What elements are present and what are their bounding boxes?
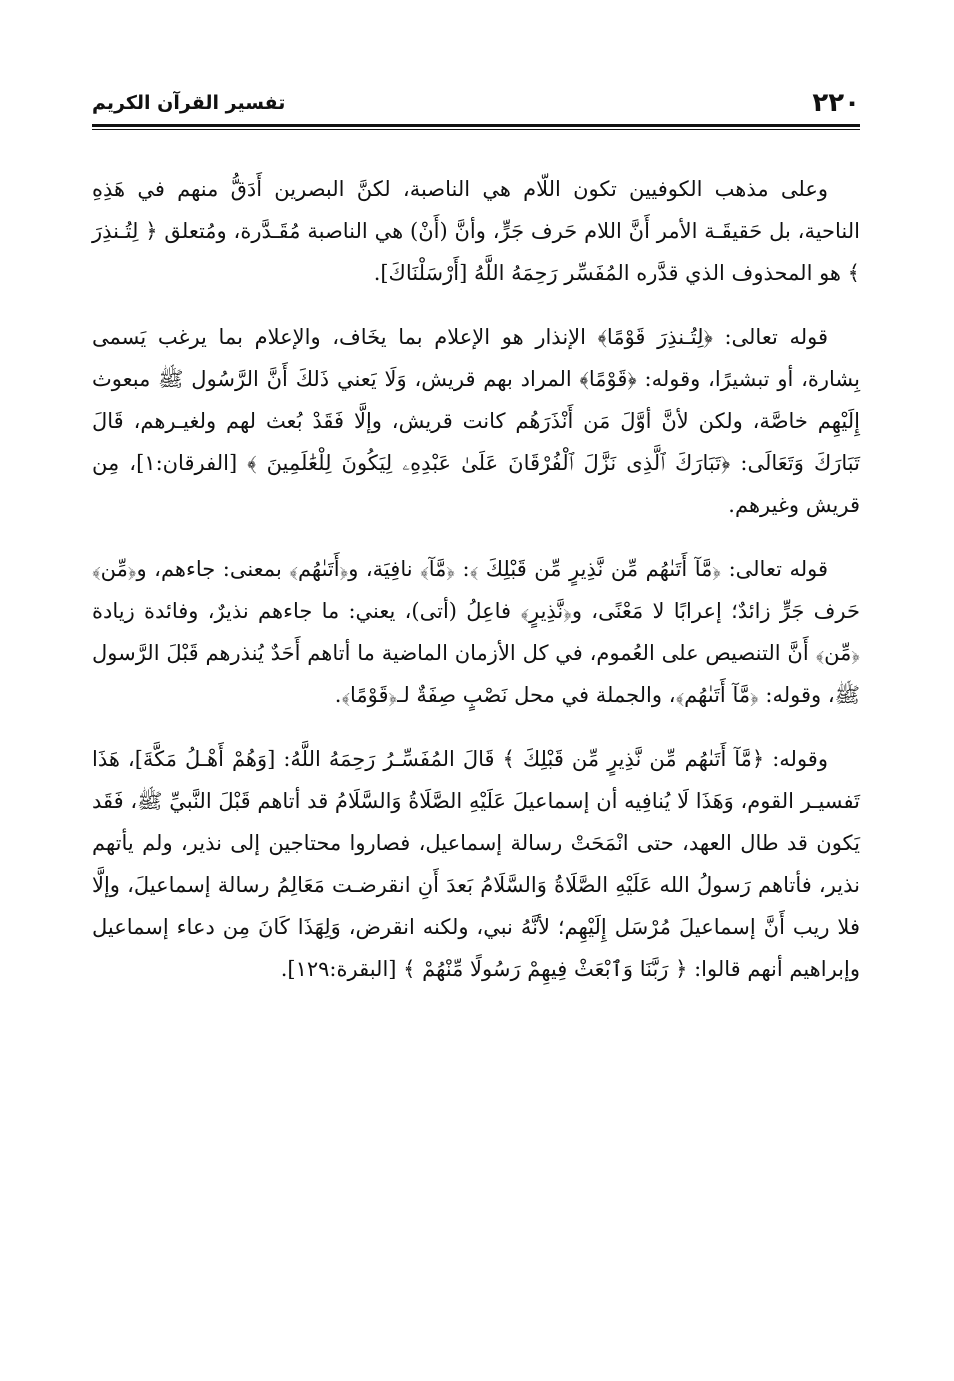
paragraph-4: وقوله: ﴿مَّآ أَتَىٰهُم مِّن نَّذِيرٍ مِّن قَبْلِكَ ﴾ قَالَ المُفَسِّـرُ رَحِمَهُ اللَّهُ: [وَهُمْ أَهْـلُ مَكَّةَ]، هَذَا تَفسيـر القوم، وَهَذَا لَا يُنافِيه أن إسماعيلَ عَلَيْهِ الصَّلَاةُ وَالسَّلَامُ قد أتاهم قَبْلَ النَّبيِّ ﷺ، فَقَد يَكون قد طال العهد، حتى انْمَحَتْ رسالة إسماعيل، فصاروا محتاجين إلى نذير، ولم يأتهم نذير، فأتاهم رَسولُ الله عَلَيْهِ الصَّلَاةُ وَالسَّلَامُ بَعدَ أَنِ انقرضـت مَعَالِمُ رسالة إسماعيلَ، وإلَّا فلا ريب أَنَّ إسماعيلَ مُرْسَل إِلَيْهِم؛ لأنَّهُ نبي، ولكنه انقرض، وَلِهَذَا كَانَ مِن دعاء إسماعيل وإبراهيم أنهم قالوا: ﴿ رَبَّنَا وَٱبْعَثْ فِيهِمْ رَسُولًا مِّنْهُمْ ﴾ [البقرة:١٢٩]. <box>92 747 860 981</box>
paragraph-1: وعلى مذهب الكوفيين تكون اللّام هي الناصبة، لكنَّ البصرين أَدَقُّ منهم في هَذِهِ الناحية، بل حَقيقَـة الأمر أَنَّ اللام حَرف جَرٍّ، وأنَّ (أَنْ) هي الناصبة مُقَـدَّرة، ومُتعلق ﴿ لِتُـنذِرَ ﴾ هو المحذوف الذي قدَّره المُفَسِّر رَحِمَهُ اللَّهُ [أَرْسَلْنَاكَ]. <box>92 177 860 285</box>
header-rule-thin <box>92 129 860 130</box>
paragraph-2: قوله تعالى: ﴿لِتُـنذِرَ قَوْمًا﴾ الإنذار هو الإعلام بما يخَاف، والإعلام بما يرغب يَسمى بِشارة، أو تبشيرًا، وقوله: ﴿قَوْمًا﴾ المراد بهم قريش، وَلَا يَعني ذَلكَ أَنَّ الرَّسُول ﷺ مبعوث إِلَيْهِم خاصَّة، ولكن لأنَّ أوَّلَ مَن أَنْذَرَهُم كانت قريش، وإلَّا فَقَدْ بُعث لهم ولغيـرهم، قَالَ تَبَارَكَ وَتَعَالَى: ﴿تَبَارَكَ ٱلَّذِى نَزَّلَ ٱلْفُرْقَانَ عَلَىٰ عَبْدِهِۦ لِيَكُونَ لِلْعَٰلَمِينَ ﴾ [الفرقان:١]، مِن قريش وغيرهم. <box>92 325 860 517</box>
page-number: ٢٢٠ <box>812 88 860 118</box>
header-rule <box>92 124 860 127</box>
body-text <box>92 168 860 1012</box>
paragraph-3: قوله تعالى: ﴿مَّآ أَتَىٰهُم مِّن نَّذِيرٍ مِّن قَبْلِكَ ﴾: ﴿مَّآ﴾ نافِيَة، و﴿أَتَىٰهُم﴾ بمعنى: جاءهم، و﴿مِّن﴾ حَرف جَرٍّ زائدٌ؛ إعرابًا لا مَعْنًى، و﴿نَّذِيرٍ﴾ فاعِلُ (أتى)، يعني: ما جاءهم نذيرٌ، وفائدة زيادة ﴿مِّن﴾ أَنَّ التنصيص على العُموم، في كل الأزمان الماضية ما أتاهم أَحَدٌ يُنذرهم قَبْلَ الرَّسول ﷺ، وقوله: ﴿مَّآ أَتَىٰهُم﴾، والجملة في محل نَصْبٍ صِفَةٌ لـ﴿قَوْمًا﴾. <box>92 557 860 707</box>
page-header <box>92 86 860 126</box>
running-title: تفسير القرآن الكريم <box>92 92 286 114</box>
